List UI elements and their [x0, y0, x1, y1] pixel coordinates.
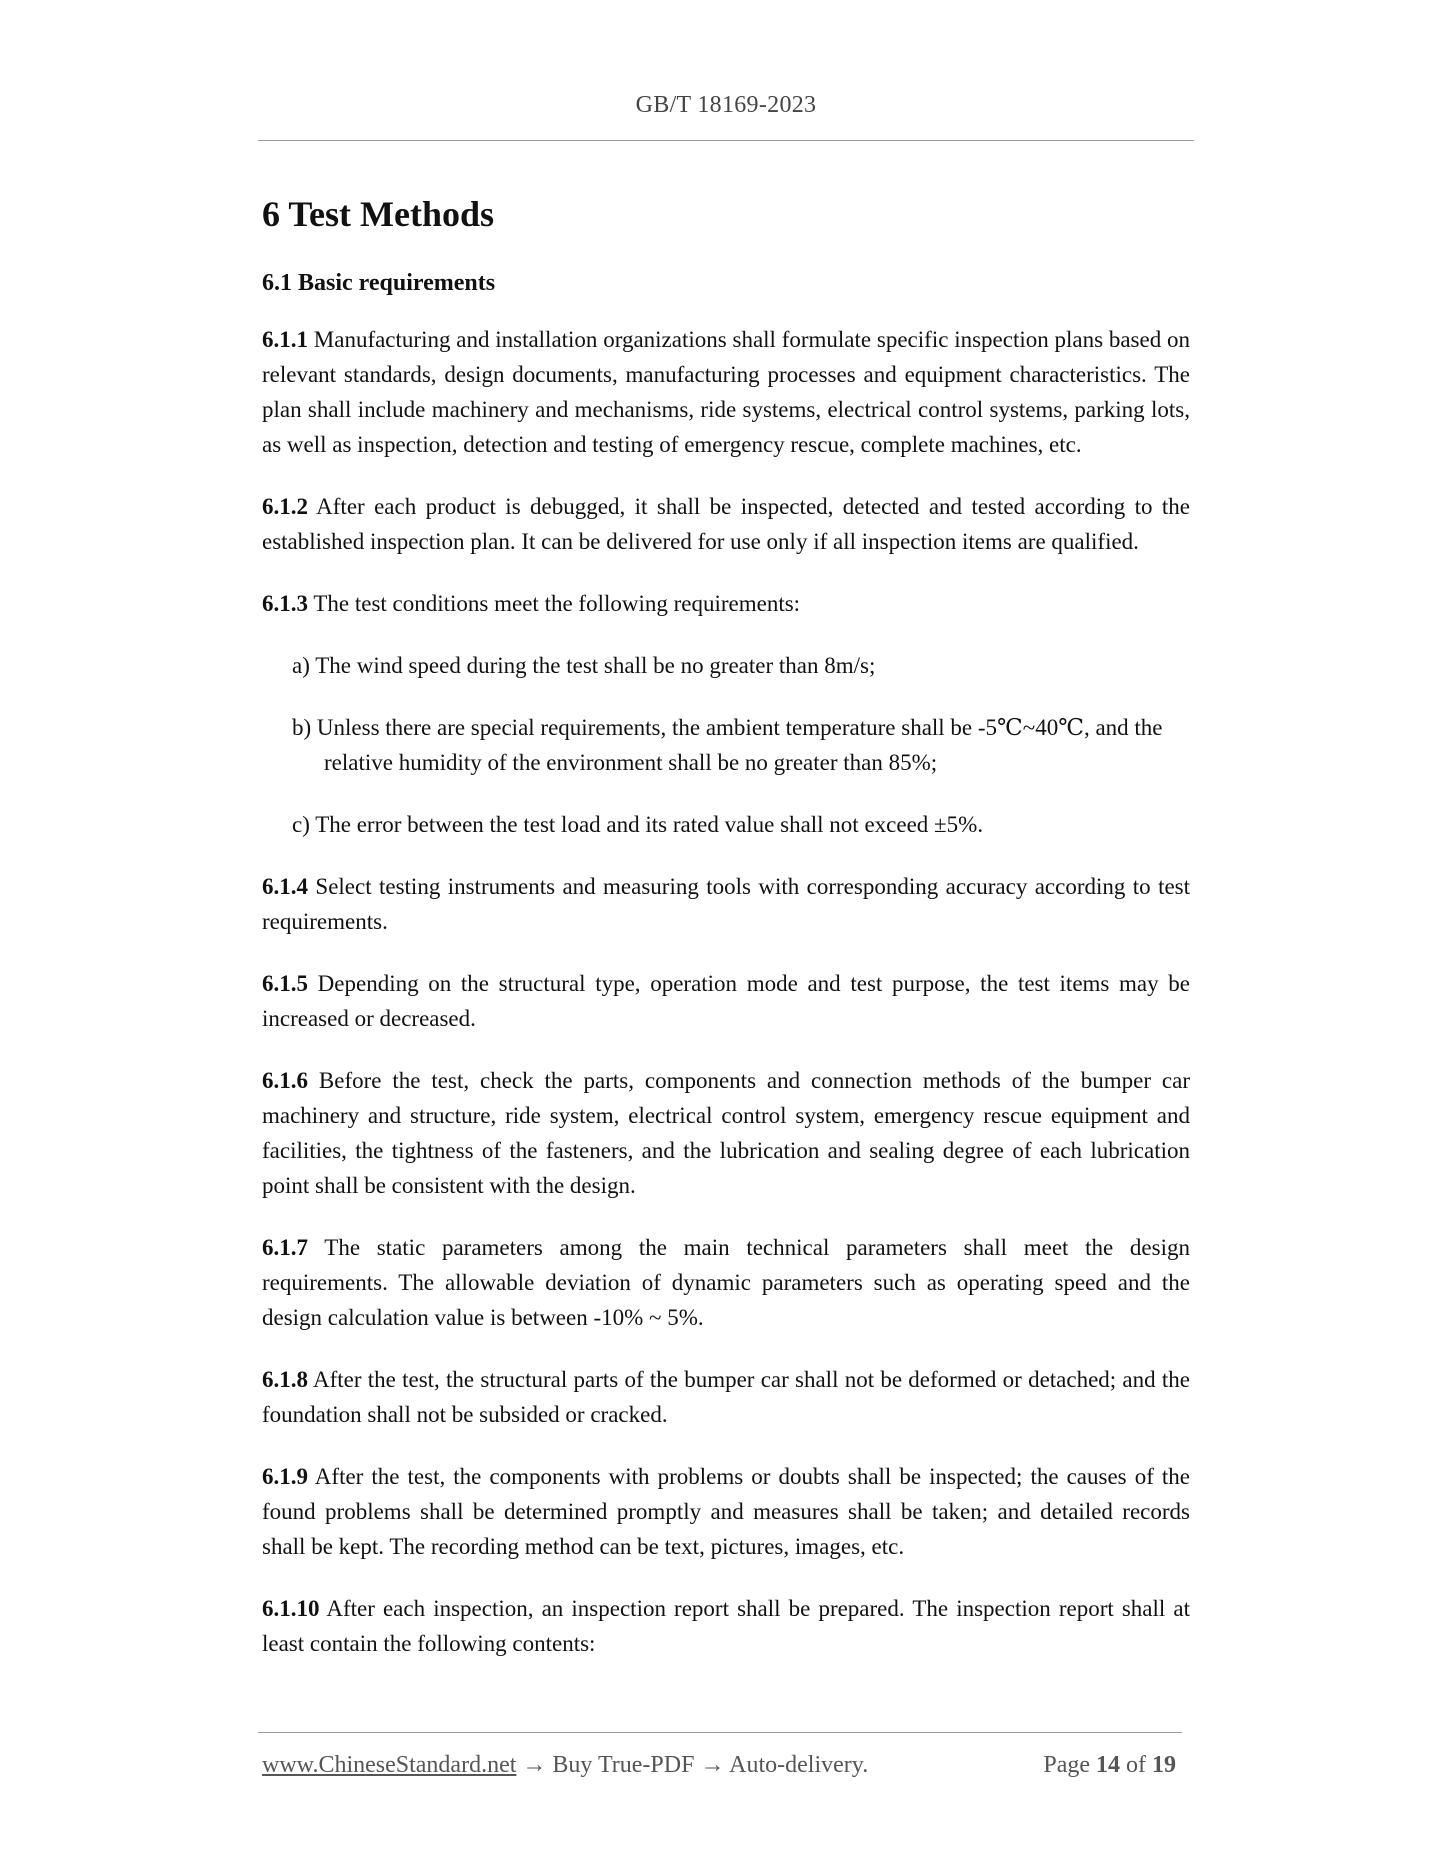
footer-links	[262, 1752, 868, 1779]
clause-number: 6.1.6	[262, 1068, 308, 1093]
footer-divider	[258, 1732, 1182, 1733]
website-link[interactable]: www.ChineseStandard.net	[262, 1752, 517, 1778]
clause-text: The static parameters among the main technical parameters shall meet the design requirements. The allowable deviation of dynamic parameters such as operating speed and the design calculation value is between -10% ~ 5%.	[262, 1235, 1190, 1330]
clause-text: Select testing instruments and measuring tools with corresponding accuracy according to test requirements.	[262, 874, 1191, 934]
buy-pdf-text: Buy True-PDF	[552, 1752, 695, 1778]
clause-6-1-6	[262, 1063, 1190, 1203]
condition-item: b) Unless there are special requirements, the ambient temperature shall be -5℃~40℃, and the relative humidity of the environment shall be no greater than 85%;	[292, 715, 1163, 775]
clause-number: 6.1.1	[262, 327, 308, 352]
clause-text: After each inspection, an inspection report shall be prepared. The inspection report shall at least contain the following contents:	[262, 1596, 1191, 1656]
clause-6-1-8	[262, 1362, 1190, 1432]
clause-text: After the test, the structural parts of the bumper car shall not be deformed or detached; and the foundation shall not be subsided or cracked.	[262, 1367, 1190, 1427]
total-pages: 19	[1152, 1752, 1176, 1778]
auto-delivery-text: Auto-delivery.	[729, 1752, 869, 1778]
clause-number: 6.1.3	[262, 591, 308, 616]
clause-text: Before the test, check the parts, components and connection methods of the bumper car machinery and structure, ride system, electrical control system, emergency rescue equipment and facilities, the tightness of the fasteners, and the lubrication and sealing degree of each lubrication point shall be consistent with the design.	[262, 1068, 1190, 1198]
arrow-right-icon: →	[516, 1752, 553, 1778]
clause-number: 6.1.5	[262, 971, 308, 996]
clause-number: 6.1.10	[262, 1596, 320, 1621]
clause-number: 6.1.7	[262, 1235, 308, 1260]
clause-6-1-3	[262, 586, 1190, 621]
section-title: 6 Test Methods	[262, 194, 495, 234]
clause-6-1-9	[262, 1459, 1190, 1564]
clause-6-1-7	[262, 1230, 1190, 1335]
test-conditions-list	[262, 648, 1190, 842]
clause-number: 6.1.2	[262, 494, 308, 519]
page-label: Page	[1043, 1752, 1090, 1778]
clause-number: 6.1.4	[262, 874, 308, 899]
clause-6-1-4	[262, 869, 1190, 939]
clause-number: 6.1.8	[262, 1367, 308, 1392]
of-label: of	[1126, 1752, 1146, 1778]
document-code-header: GB/T 18169-2023	[635, 92, 817, 118]
clause-6-1-5	[262, 966, 1190, 1036]
condition-item: c) The error between the test load and its rated value shall not exceed ±5%.	[292, 812, 984, 837]
clause-6-1-2	[262, 489, 1190, 559]
clause-6-1-10	[262, 1591, 1190, 1661]
current-page: 14	[1096, 1752, 1120, 1778]
clause-number: 6.1.9	[262, 1464, 308, 1489]
clause-text: After the test, the components with problems or doubts shall be inspected; the causes of the found problems shall be determined promptly and measures shall be taken; and detailed records shall be kept. The recording method can be text, pictures, images, etc.	[262, 1464, 1191, 1559]
clause-text: Depending on the structural type, operation mode and test purpose, the test items may be increased or decreased.	[262, 971, 1190, 1031]
clause-text: The test conditions meet the following requirements:	[313, 591, 801, 616]
subsection-title: 6.1 Basic requirements	[262, 270, 496, 296]
clause-6-1-1	[262, 322, 1190, 462]
page-content	[262, 190, 1190, 1688]
clause-text: Manufacturing and installation organizations shall formulate specific inspection plans based on relevant standards, design documents, manufacturing processes and equipment characteristics. The plan shall include machinery and mechanisms, ride systems, electrical control systems, parking lots, as well as inspection, detection and testing of emergency rescue, complete machines, etc.	[262, 327, 1190, 457]
condition-item: a) The wind speed during the test shall be no greater than 8m/s;	[292, 653, 876, 678]
header-divider	[258, 140, 1194, 141]
page-number	[1043, 1752, 1176, 1779]
clause-text: After each product is debugged, it shall be inspected, detected and tested according to the established inspection plan. It can be delivered for use only if all inspection items are qualified.	[262, 494, 1191, 554]
arrow-right-icon: →	[694, 1752, 730, 1778]
